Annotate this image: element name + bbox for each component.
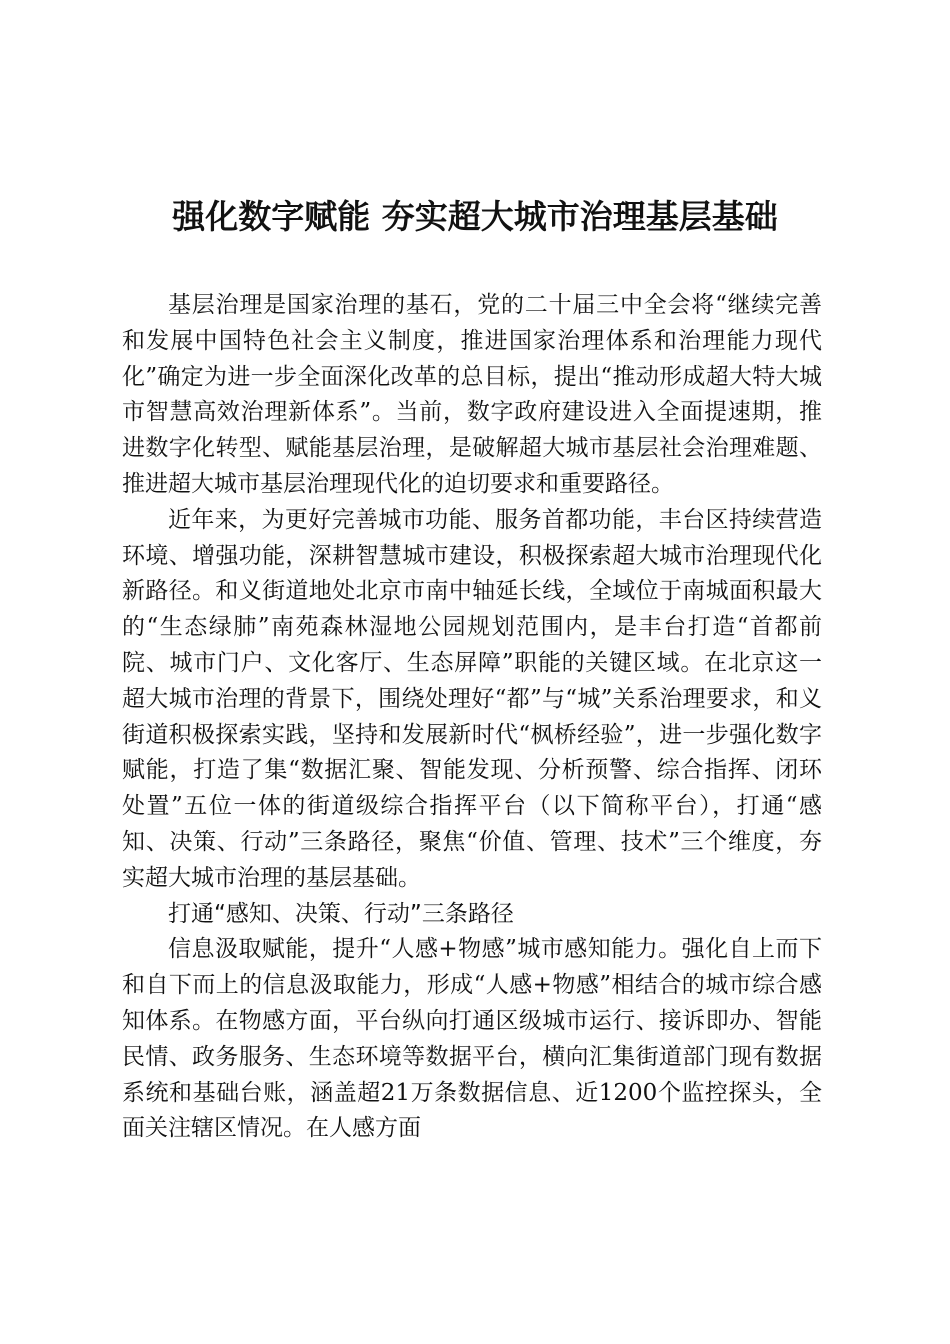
paragraph-intro: 基层治理是国家治理的基石，党的二十届三中全会将“继续完善和发展中国特色社会主义制度，推进国家治理体系和治理能力现代化”确定为进一步全面深化改革的总目标，提出“推动形成超大特大城市智慧高效治理新体系”。当前，数字政府建设进入全面提速期，推进数字化转型、赋能基层治理，是破解超大城市基层社会治理难题、推进超大城市基层治理现代化的迫切要求和重要路径。 <box>122 292 822 497</box>
document-body <box>122 288 822 1147</box>
paragraph-section: 信息汲取赋能，提升“人感+物感”城市感知能力。强化自上而下和自下而上的信息汲取能力，形成“人感+物感”相结合的城市综合感知体系。在物感方面，平台纵向打通区级城市运行、接诉即办、智能民情、政务服务、生态环境等数据平台，横向汇集街道部门现有数据系统和基础台账，涵盖超21万条数据信息、近1200个监控探头，全面关注辖区情况。在人感方面 <box>122 936 822 1142</box>
section-heading: 打通“感知、决策、行动”三条路径 <box>168 900 514 927</box>
document-title: 强化数字赋能 夯实超大城市治理基层基础 <box>172 197 778 236</box>
paragraph-background: 近年来，为更好完善城市功能、服务首都功能，丰台区持续营造环境、增强功能，深耕智慧城市建设，积极探索超大城市治理现代化新路径。和义街道地处北京市南中轴延长线，全域位于南城面积最大的“生态绿肺”南苑森林湿地公园规划范围内，是丰台打造“首都前院、城市门户、文化客厅、生态屏障”职能的关键区域。在北京这一超大城市治理的背景下，围绕处理好“都”与“城”关系治理要求，和义街道积极探索实践，坚持和发展新时代“枫桥经验”，进一步强化数字赋能，打造了集“数据汇聚、智能发现、分析预警、综合指挥、闭环处置”五位一体的街道级综合指挥平台（以下简称平台），打通“感知、决策、行动”三条路径，聚焦“价值、管理、技术”三个维度，夯实超大城市治理的基层基础。 <box>122 506 822 891</box>
